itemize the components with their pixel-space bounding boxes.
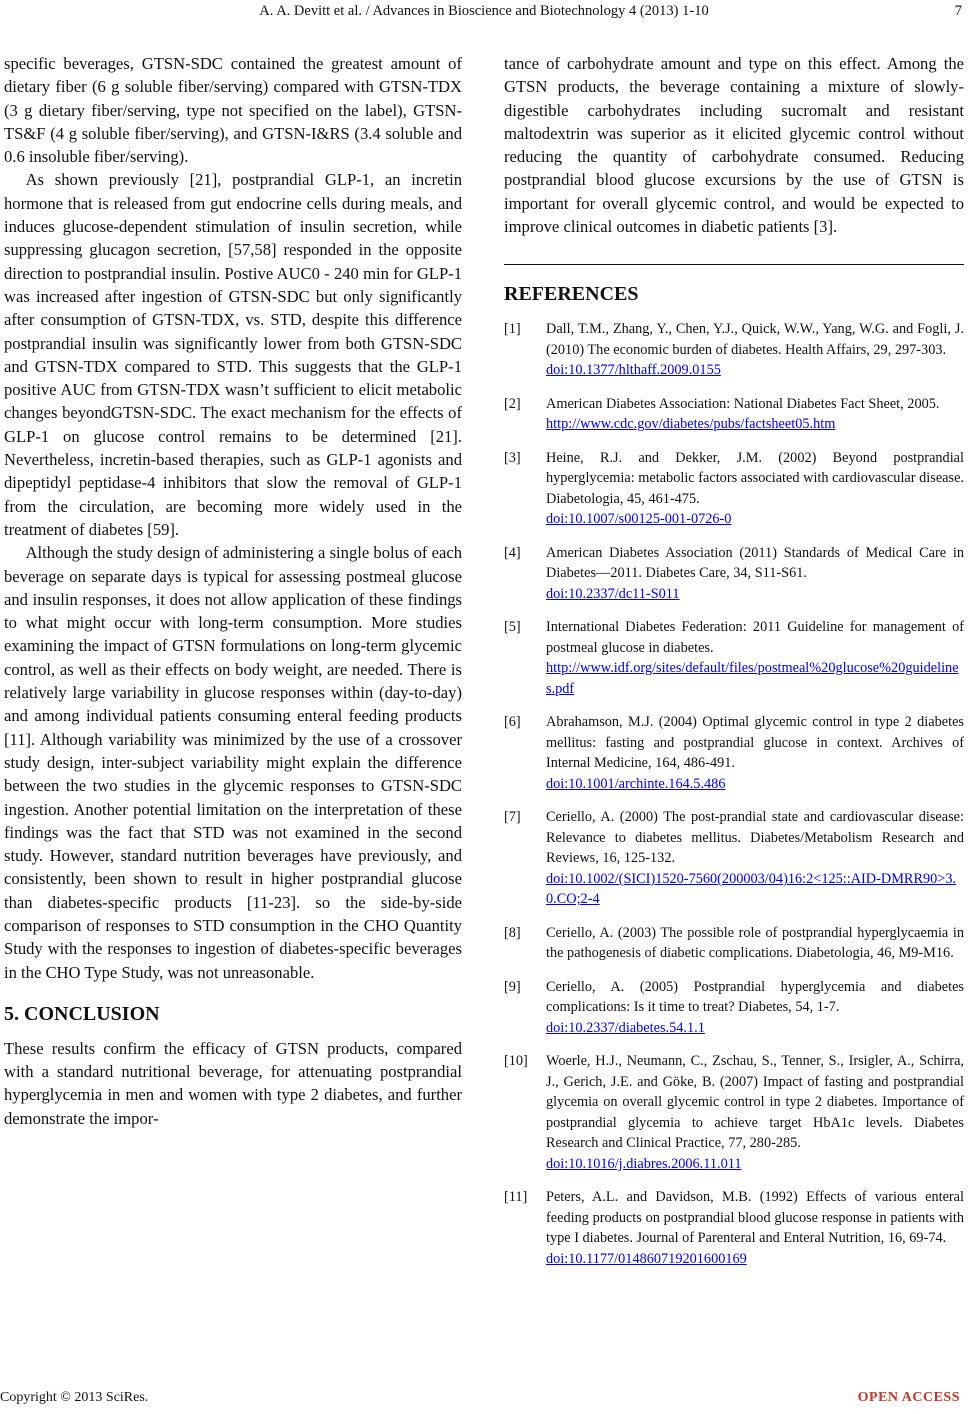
reference-item bbox=[504, 617, 964, 699]
reference-list bbox=[504, 319, 964, 1269]
reference-text: Abrahamson, M.J. (2004) Optimal glycemic control in type 2 diabetes mellitus: fasting and postprandial glucose in context. Archives of Internal Medicine, 164, 486-491. bbox=[546, 714, 964, 772]
paragraph: tance of carbohydrate amount and type on this effect. Among the GTSN products, the beverage containing a mixture of slowly-digestible carbohydrates including sucromalt and resistant maltodextrin was superior as it elicited glycemic control without reducing the quantity of carbohydrate consumed. Reducing postprandial blood glucose excursions by the use of GTSN is important for overall glycemic control, and would be expected to improve clinical outcomes in diabetic patients [3]. bbox=[504, 54, 964, 237]
reference-number: [10] bbox=[504, 1053, 528, 1070]
reference-number: [1] bbox=[504, 321, 521, 338]
reference-number: [9] bbox=[504, 978, 521, 995]
reference-link[interactable]: http://www.cdc.gov/diabetes/pubs/factsheet05.htm bbox=[546, 416, 836, 433]
reference-text: Ceriello, A. (2003) The possible role of postprandial hyperglycaemia in the pathogenesis of diabetic complications. Diabetologia, 46, M9-M16. bbox=[546, 924, 964, 962]
reference-link[interactable]: http://www.idf.org/sites/default/files/postmeal%20glucose%20guidelines.pdf bbox=[546, 660, 959, 697]
running-title: A. A. Devitt et al. / Advances in Bioscience and Biotechnology 4 (2013) 1-10 bbox=[259, 3, 709, 19]
section-divider bbox=[504, 264, 964, 265]
reference-link[interactable]: doi:10.1177/014860719201600169 bbox=[546, 1250, 747, 1267]
reference-text: Ceriello, A. (2000) The post-prandial state and cardiovascular disease: Relevance to diabetes mellitus. Diabetes/Metabolism Research and Reviews, 16, 125-132. bbox=[546, 809, 964, 867]
reference-text: American Diabetes Association (2011) Standards of Medical Care in Diabetes—2011. Diabetes Care, 34, S11-S61. bbox=[546, 544, 964, 582]
reference-text: Peters, A.L. and Davidson, M.B. (1992) Effects of various enteral feeding products on postprandial blood glucose response in patients with type I diabetes. Journal of Parenteral and Enteral Nutrition, 16, 69-74. bbox=[546, 1189, 964, 1247]
reference-text: Ceriello, A. (2005) Postprandial hyperglycemia and diabetes complications: Is it time to treat? Diabetes, 54, 1-7. bbox=[546, 978, 964, 1016]
reference-number: [11] bbox=[504, 1189, 528, 1206]
reference-number: [2] bbox=[504, 395, 521, 412]
paragraph: Although the study design of administering a single bolus of each beverage on separate days is typical for assessing postmeal glucose and insulin responses, it does not allow application of these findings to what might occur with long-term consumption. More studies examining the impact of GTSN formulations on long-term glycemic control, as well as their effects on body weight, are needed. There is relatively large variability in glucose responses within (day-to-day) and among individual patients consuming enteral feeding products [11]. Although variability was minimized by the use of a crossover study design, inter-subject variability might explain the difference between the two studies in the glycemic responses to GTSN-SDC ingestion. Another potential limitation on the interpretation of these findings was the fact that STD was not examined in the second study. However, standard nutrition beverages have previously, and consistently, been shown to result in higher postprandial glucose than diabetes-specific products [11-23]. so the side-by-side comparison of responses to STD consumption in the CHO Quantity Study with the responses to ingestion of diabetes-specific beverages in the CHO Type Study, was not unreasonable. bbox=[4, 543, 462, 982]
reference-text: Woerle, H.J., Neumann, C., Zschau, S., Tenner, S., Irsigler, A., Schirra, J., Gerich, J.E. and Göke, B. (2007) Impact of fasting and postprandial glycemia on overall glycemic control in type 2 diabetes. Importance of postprandial glycemia to achieve target HbA1c levels. Diabetes Research and Clinical Practice, 77, 280-285. bbox=[546, 1053, 964, 1152]
reference-item bbox=[504, 319, 964, 381]
page-number: 7 bbox=[954, 3, 962, 19]
open-access-label: OPEN ACCESS bbox=[857, 1390, 960, 1405]
reference-item bbox=[504, 1187, 964, 1269]
references-heading: REFERENCES bbox=[504, 283, 639, 306]
reference-item bbox=[504, 807, 964, 910]
page-footer bbox=[0, 1388, 968, 1414]
paragraph: As shown previously [21], postprandial GLP-1, an incretin hormone that is released from gut endocrine cells during meals, and induces glucose-dependent stimulation of insulin secretion, while suppressing glucagon secretion, [57,58] responded in the opposite direction to postprandial insulin. Postive AUC0 - 240 min for GLP-1 was increased after ingestion of GTSN-SDC but only significantly after consumption of GTSN-TDX, vs. STD, despite this difference postprandial insulin was significantly lower from both GTSN-SDC and GTSN-TDX compared to STD. This suggests that the GLP-1 positive AUC from GTSN-TDX wasn’t sufficient to elicit metabolic changes beyondGTSN-SDC. The exact mechanism for the effects of GLP-1 on glucose control remains to be determined [21]. Nevertheless, incretin-based therapies, such as GLP-1 agonists and dipeptidyl peptidase-4 inhibitors that slow the removal of GLP-1 from the circulation, are becoming more widely used in the treatment of diabetes [59]. bbox=[4, 170, 462, 539]
reference-link[interactable]: doi:10.1002/(SICI)1520-7560(200003/04)16:2<125::AID-DMRR90>3.0.CO;2-4 bbox=[546, 870, 957, 908]
reference-text: Heine, R.J. and Dekker, J.M. (2002) Beyond postprandial hyperglycemia: metabolic factors associated with cardiovascular disease. Diabetologia, 45, 461-475. bbox=[546, 449, 964, 507]
reference-link[interactable]: doi:10.1007/s00125-001-0726-0 bbox=[546, 511, 732, 528]
reference-number: [5] bbox=[504, 619, 521, 636]
paragraph: specific beverages, GTSN-SDC contained the greatest amount of dietary fiber (6 g soluble fiber/serving) compared with GTSN-TDX (3 g dietary fiber/serving, type not specified on the label), GTSN-TS&F (4 g soluble fiber/serving), and GTSN-I&RS (3.4 soluble and 0.6 insoluble fiber/serving). bbox=[4, 54, 462, 167]
reference-item bbox=[504, 977, 964, 1039]
reference-link[interactable]: doi:10.2337/dc11-S011 bbox=[546, 585, 680, 602]
section-heading-conclusion: 5. CONCLUSION bbox=[4, 1002, 160, 1025]
reference-link[interactable]: doi:10.1001/archinte.164.5.486 bbox=[546, 775, 726, 792]
running-header bbox=[0, 0, 968, 22]
paragraph: These results confirm the efficacy of GTSN products, compared with a standard nutritional beverage, for attenuating postprandial hyperglycemia in men and women with type 2 diabetes, and further demonstrate the impor- bbox=[4, 1038, 462, 1128]
reference-number: [8] bbox=[504, 924, 521, 941]
copyright-notice: Copyright © 2013 SciRes. bbox=[0, 1390, 149, 1405]
reference-number: [3] bbox=[504, 449, 521, 466]
reference-text: International Diabetes Federation: 2011 Guideline for management of postmeal glucose in diabetes. bbox=[546, 619, 964, 656]
reference-number: [4] bbox=[504, 544, 521, 561]
reference-item bbox=[504, 923, 964, 964]
reference-item bbox=[504, 394, 964, 435]
left-column bbox=[4, 52, 462, 1130]
reference-text: Dall, T.M., Zhang, Y., Chen, Y.J., Quick, W.W., Yang, W.G. and Fogli, J. (2010) The economic burden of diabetes. Health Affairs, 29, 297-303. bbox=[546, 321, 964, 358]
reference-number: [6] bbox=[504, 714, 521, 731]
reference-text: American Diabetes Association: National Diabetes Fact Sheet, 2005. bbox=[546, 395, 940, 412]
reference-item bbox=[504, 543, 964, 605]
right-column bbox=[504, 52, 964, 1282]
reference-link[interactable]: doi:10.1377/hlthaff.2009.0155 bbox=[546, 362, 721, 379]
reference-item bbox=[504, 448, 964, 530]
reference-number: [7] bbox=[504, 809, 521, 826]
reference-item bbox=[504, 1051, 964, 1174]
reference-item bbox=[504, 712, 964, 794]
reference-link[interactable]: doi:10.1016/j.diabres.2006.11.011 bbox=[546, 1155, 742, 1172]
reference-link[interactable]: doi:10.2337/diabetes.54.1.1 bbox=[546, 1019, 705, 1036]
